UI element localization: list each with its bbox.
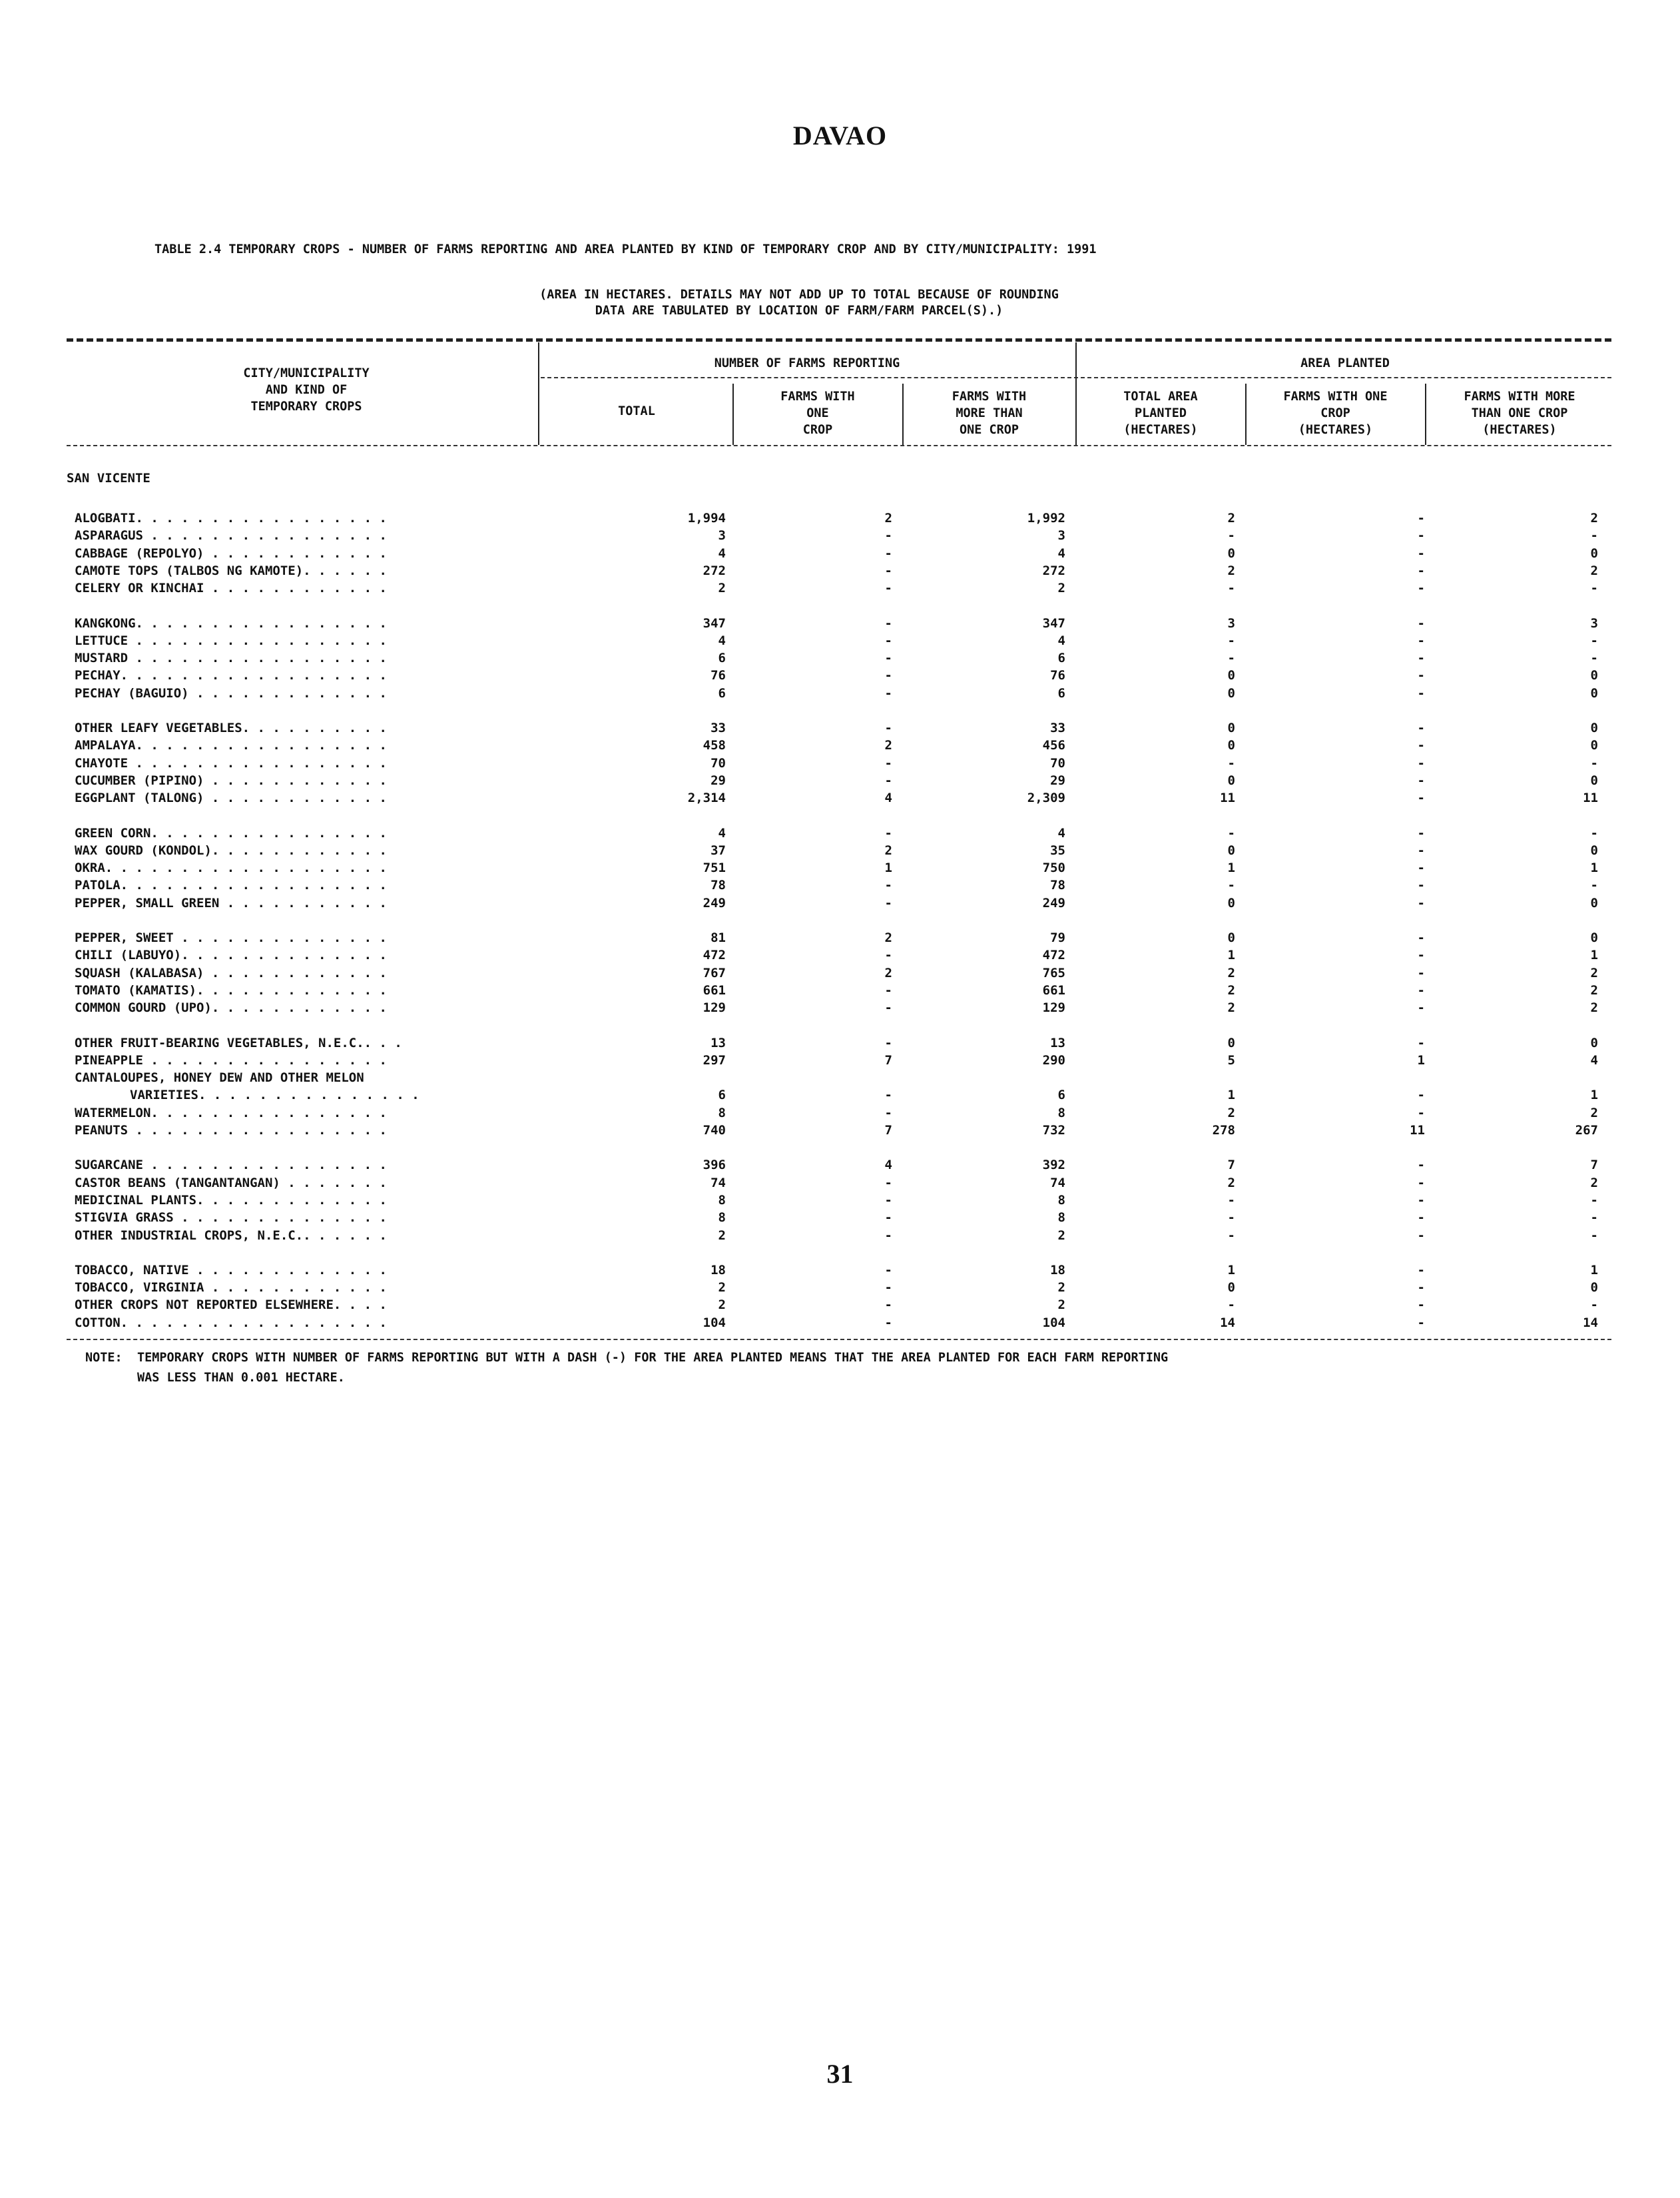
row-label: PATOLA. . . . . . . . . . . . . . . . . . (75, 878, 387, 893)
cell-total: 6 (718, 685, 726, 701)
cell-total: 6 (718, 651, 726, 666)
header-farms-reporting: NUMBER OF FARMS REPORTING (714, 356, 900, 370)
row-label: CAMOTE TOPS (TALBOS NG KAMOTE). . . . . . (75, 563, 387, 578)
cell-more: 29 (1050, 773, 1065, 788)
row-label: WAX GOURD (KONDOL). . . . . . . . . . . . (75, 843, 387, 858)
cell-total: 4 (718, 546, 726, 561)
cell-a-more: - (1590, 878, 1598, 893)
cell-a-more: 2 (1590, 1175, 1598, 1190)
province-heading: DAVAO (792, 121, 888, 151)
cell-a-one: - (1417, 511, 1425, 526)
cell-a-one: - (1417, 1175, 1425, 1190)
cell-one: - (884, 685, 892, 701)
row-label: CABBAGE (REPOLYO) . . . . . . . . . . . . (75, 546, 387, 561)
cell-total: 76 (710, 668, 726, 683)
header-area-one-crop: FARMS WITH ONE CROP (HECTARES) (1283, 390, 1388, 437)
cell-more: 2 (1057, 1280, 1065, 1295)
cell-total: 13 (710, 1035, 726, 1050)
cell-a-total: - (1227, 528, 1235, 544)
cell-a-one: - (1417, 1192, 1425, 1208)
cell-a-more: 0 (1590, 843, 1598, 858)
cell-a-more: 1 (1590, 861, 1598, 876)
cell-more: 70 (1050, 755, 1065, 771)
page-number: 31 (826, 2059, 854, 2089)
row-label: WATERMELON. . . . . . . . . . . . . . . . (75, 1105, 387, 1120)
cell-a-one: - (1417, 773, 1425, 788)
cell-total: 458 (702, 738, 726, 753)
row-label: TOBACCO, VIRGINIA . . . . . . . . . . . . (75, 1280, 387, 1295)
cell-more: 13 (1050, 1035, 1065, 1050)
cell-a-one: - (1417, 1088, 1425, 1103)
cell-a-one: - (1417, 1000, 1425, 1016)
cell-more: 2 (1057, 581, 1065, 596)
cell-a-more: 0 (1590, 930, 1598, 945)
cell-a-one: - (1417, 1105, 1425, 1120)
cell-total: 33 (710, 721, 726, 735)
row-label: MEDICINAL PLANTS. . . . . . . . . . . . . (75, 1192, 387, 1208)
row-label: CHAYOTE . . . . . . . . . . . . . . . . . (75, 755, 387, 771)
cell-total: 1,994 (687, 511, 726, 526)
cell-a-total: 3 (1227, 615, 1235, 631)
row-label: PEPPER, SMALL GREEN . . . . . . . . . . . (75, 895, 387, 911)
cell-one: 7 (884, 1052, 892, 1068)
cell-a-more: 1 (1590, 1262, 1598, 1278)
cell-a-one: - (1417, 861, 1425, 876)
cell-total: 272 (702, 563, 726, 578)
cell-total: 6 (718, 1088, 726, 1103)
cell-a-more: 2 (1590, 563, 1598, 578)
cell-a-more: 267 (1575, 1123, 1598, 1138)
cell-a-more: 0 (1590, 546, 1598, 561)
cell-a-total: 0 (1227, 930, 1235, 945)
cell-a-more: 3 (1590, 615, 1598, 631)
table-title: TABLE 2.4 TEMPORARY CROPS - NUMBER OF FARMS REPORTING AND AREA PLANTED BY KIND OF TEMPORARY CROP AND BY CITY/MUNICIPALITY: 1991 (154, 242, 1097, 256)
header-area-planted: AREA PLANTED (1300, 356, 1390, 370)
cell-a-more: - (1590, 651, 1598, 666)
cell-more: 33 (1050, 721, 1065, 735)
cell-total: 104 (702, 1315, 726, 1330)
cell-a-more: - (1590, 528, 1598, 544)
cell-more: 104 (1042, 1315, 1065, 1330)
cell-a-total: 0 (1227, 1035, 1235, 1050)
cell-a-one: - (1417, 1228, 1425, 1243)
cell-one: - (884, 546, 892, 561)
row-label: PECHAY. . . . . . . . . . . . . . . . . . (75, 668, 387, 683)
cell-a-one: - (1417, 878, 1425, 893)
cell-one: 4 (884, 791, 892, 806)
cell-a-total: 0 (1227, 773, 1235, 788)
cell-a-more: 0 (1590, 895, 1598, 911)
cell-a-total: - (1227, 825, 1235, 841)
cell-one: - (884, 825, 892, 841)
section-heading: SAN VICENTE (67, 471, 150, 486)
cell-a-total: 0 (1227, 1280, 1235, 1295)
cell-one: - (884, 581, 892, 596)
cell-total: 249 (702, 895, 726, 911)
cell-one: - (884, 1210, 892, 1226)
cell-more: 1,992 (1027, 511, 1065, 526)
cell-total: 8 (718, 1192, 726, 1208)
cell-a-total: 0 (1227, 721, 1235, 735)
row-label: STIGVIA GRASS . . . . . . . . . . . . . . (75, 1210, 387, 1226)
cell-a-more: 0 (1590, 668, 1598, 683)
cell-a-total: - (1227, 1192, 1235, 1208)
cell-one: - (884, 1000, 892, 1016)
cell-one: - (884, 1315, 892, 1330)
cell-a-total: 2 (1227, 1105, 1235, 1120)
cell-a-total: 0 (1227, 546, 1235, 561)
cell-total: 297 (702, 1052, 726, 1068)
cell-a-more: 0 (1590, 1035, 1598, 1050)
cell-a-more: 2 (1590, 965, 1598, 980)
cell-more: 18 (1050, 1262, 1065, 1278)
cell-one: - (884, 878, 892, 893)
cell-more: 732 (1042, 1123, 1065, 1138)
cell-total: 8 (718, 1210, 726, 1226)
cell-a-one: - (1417, 1158, 1425, 1173)
cell-a-total: 2 (1227, 511, 1235, 526)
cell-a-total: - (1227, 1228, 1235, 1243)
cell-total: 4 (718, 633, 726, 648)
cell-one: - (884, 755, 892, 771)
cell-one: - (884, 773, 892, 788)
cell-total: 70 (710, 755, 726, 771)
row-label: MUSTARD . . . . . . . . . . . . . . . . . (75, 651, 387, 666)
cell-a-one: - (1417, 930, 1425, 945)
row-label: SQUASH (KALABASA) . . . . . . . . . . . . (75, 965, 387, 980)
cell-more: 78 (1050, 878, 1065, 893)
cell-one: 4 (884, 1158, 892, 1173)
cell-a-total: - (1227, 755, 1235, 771)
cell-more: 35 (1050, 843, 1065, 858)
row-label: CASTOR BEANS (TANGANTANGAN) . . . . . . . (75, 1175, 387, 1190)
header-bottom-rule (67, 445, 1611, 446)
cell-a-more: 0 (1590, 721, 1598, 735)
cell-a-more: 0 (1590, 738, 1598, 753)
row-label: CELERY OR KINCHAI . . . . . . . . . . . . (75, 581, 387, 596)
cell-one: - (884, 895, 892, 911)
cell-one: - (884, 948, 892, 963)
cell-a-one: - (1417, 982, 1425, 998)
cell-a-total: 5 (1227, 1052, 1235, 1068)
cell-more: 74 (1050, 1175, 1065, 1190)
cell-one: - (884, 615, 892, 631)
cell-a-one: - (1417, 581, 1425, 596)
cell-a-more: - (1590, 825, 1598, 841)
cell-a-more: 2 (1590, 511, 1598, 526)
cell-a-total: - (1227, 878, 1235, 893)
cell-more: 4 (1057, 633, 1065, 648)
cell-a-total: 2 (1227, 563, 1235, 578)
cell-a-total: - (1227, 581, 1235, 596)
cell-total: 74 (710, 1175, 726, 1190)
row-label: PECHAY (BAGUIO) . . . . . . . . . . . . . (75, 685, 387, 701)
cell-more: 3 (1057, 528, 1065, 544)
cell-total: 2,314 (687, 791, 726, 806)
cell-more: 272 (1042, 563, 1065, 578)
cell-a-more: 7 (1590, 1158, 1598, 1173)
row-label: CANTALOUPES, HONEY DEW AND OTHER MELON (75, 1070, 364, 1086)
cell-a-total: - (1227, 1297, 1235, 1313)
cell-a-total: 2 (1227, 1175, 1235, 1190)
cell-more: 4 (1057, 546, 1065, 561)
cell-total: 3 (718, 528, 726, 544)
cell-total: 2 (718, 1228, 726, 1243)
cell-a-more: - (1590, 581, 1598, 596)
row-label: KANGKONG. . . . . . . . . . . . . . . . . (75, 615, 387, 631)
row-label: AMPALAYA. . . . . . . . . . . . . . . . . (75, 738, 387, 753)
cell-a-more: 0 (1590, 773, 1598, 788)
header-total: TOTAL (618, 404, 655, 418)
row-label: PINEAPPLE . . . . . . . . . . . . . . . . (75, 1052, 387, 1068)
cell-total: 2 (718, 1297, 726, 1313)
cell-a-one: - (1417, 668, 1425, 683)
cell-a-total: 7 (1227, 1158, 1235, 1173)
cell-one: 2 (884, 843, 892, 858)
header-divider-stub (538, 342, 539, 445)
cell-total: 78 (710, 878, 726, 893)
row-label: ASPARAGUS . . . . . . . . . . . . . . . . (75, 528, 387, 544)
header-farms-one-crop: FARMS WITH ONE CROP (780, 390, 855, 437)
cell-more: 661 (1042, 982, 1065, 998)
cell-a-total: 2 (1227, 1000, 1235, 1016)
cell-one: - (884, 1228, 892, 1243)
cell-a-one: - (1417, 721, 1425, 735)
cell-a-one: - (1417, 1210, 1425, 1226)
cell-more: 6 (1057, 1088, 1065, 1103)
cell-one: - (884, 651, 892, 666)
row-label: OTHER CROPS NOT REPORTED ELSEWHERE. . . . (75, 1297, 387, 1313)
row-label: OKRA. . . . . . . . . . . . . . . . . . . (75, 861, 387, 876)
cell-total: 347 (702, 615, 726, 631)
cell-a-total: 1 (1227, 948, 1235, 963)
header-farms-more-crop: FARMS WITH MORE THAN ONE CROP (952, 390, 1027, 437)
cell-total: 18 (710, 1262, 726, 1278)
cell-one: - (884, 1297, 892, 1313)
cell-total: 396 (702, 1158, 726, 1173)
cell-one: 2 (884, 511, 892, 526)
cell-a-one: - (1417, 1280, 1425, 1295)
cell-a-total: 2 (1227, 982, 1235, 998)
cell-a-total: 1 (1227, 1262, 1235, 1278)
table-note: NOTE: TEMPORARY CROPS WITH NUMBER OF FARMS REPORTING BUT WITH A DASH (-) FOR THE AREA PLANTED MEANS THAT THE AREA PLANTED FOR EACH FARM REPORTING WAS LESS THAN 0.001 HECTARE. (85, 1351, 1169, 1385)
table-subtitle-line1: (AREA IN HECTARES. DETAILS MAY NOT ADD UP TO TOTAL BECAUSE OF ROUNDING (539, 288, 1059, 302)
cell-more: 76 (1050, 668, 1065, 683)
cell-a-more: 2 (1590, 1105, 1598, 1120)
cell-total: 129 (702, 1000, 726, 1016)
cell-more: 392 (1042, 1158, 1065, 1173)
cell-more: 750 (1042, 861, 1065, 876)
row-label: TOBACCO, NATIVE . . . . . . . . . . . . . (75, 1262, 387, 1278)
cell-one: - (884, 563, 892, 578)
cell-a-more: - (1590, 755, 1598, 771)
cell-a-total: 1 (1227, 1088, 1235, 1103)
cell-a-more: - (1590, 1192, 1598, 1208)
row-label: TOMATO (KAMATIS). . . . . . . . . . . . . (75, 982, 387, 998)
cell-one: 1 (884, 861, 892, 876)
cell-more: 347 (1042, 615, 1065, 631)
cell-more: 6 (1057, 685, 1065, 701)
header-top-rule (67, 338, 1611, 342)
cell-a-total: 0 (1227, 685, 1235, 701)
cell-total: 81 (710, 930, 726, 945)
row-label: SUGARCANE . . . . . . . . . . . . . . . . (75, 1158, 387, 1173)
cell-one: 2 (884, 965, 892, 980)
table-subtitle-line2: DATA ARE TABULATED BY LOCATION OF FARM/FARM PARCEL(S).) (595, 304, 1003, 318)
cell-one: - (884, 1262, 892, 1278)
cell-a-total: 278 (1212, 1123, 1235, 1138)
cell-a-one: - (1417, 546, 1425, 561)
row-label: LETTUCE . . . . . . . . . . . . . . . . . (75, 633, 387, 648)
cell-a-one: 11 (1410, 1123, 1425, 1138)
cell-a-more: 1 (1590, 948, 1598, 963)
cell-total: 2 (718, 1280, 726, 1295)
row-label: PEANUTS . . . . . . . . . . . . . . . . . (75, 1123, 387, 1138)
cell-a-total: 0 (1227, 843, 1235, 858)
cell-a-one: - (1417, 651, 1425, 666)
cell-a-one: - (1417, 563, 1425, 578)
cell-more: 8 (1057, 1192, 1065, 1208)
cell-one: - (884, 1175, 892, 1190)
cell-total: 472 (702, 948, 726, 963)
cell-total: 740 (702, 1123, 726, 1138)
cell-one: - (884, 528, 892, 544)
cell-one: - (884, 633, 892, 648)
cell-total: 4 (718, 825, 726, 841)
cell-a-one: - (1417, 791, 1425, 806)
cell-a-more: 14 (1583, 1315, 1598, 1330)
cell-one: 2 (884, 930, 892, 945)
row-label: OTHER INDUSTRIAL CROPS, N.E.C.. . . . . . (75, 1228, 387, 1243)
cell-more: 79 (1050, 930, 1065, 945)
cell-one: - (884, 1192, 892, 1208)
cell-a-total: - (1227, 651, 1235, 666)
cell-a-one: - (1417, 528, 1425, 544)
row-label: OTHER LEAFY VEGETABLES. . . . . . . . . . (75, 721, 387, 735)
cell-more: 8 (1057, 1210, 1065, 1226)
cell-more: 456 (1042, 738, 1065, 753)
cell-a-one: - (1417, 1262, 1425, 1278)
row-label: EGGPLANT (TALONG) . . . . . . . . . . . . (75, 791, 387, 806)
cell-more: 8 (1057, 1105, 1065, 1120)
cell-a-one: - (1417, 948, 1425, 963)
row-label: COTTON. . . . . . . . . . . . . . . . . . (75, 1315, 387, 1330)
cell-a-more: - (1590, 1210, 1598, 1226)
cell-more: 765 (1042, 965, 1065, 980)
cell-one: - (884, 1280, 892, 1295)
cell-a-more: 2 (1590, 1000, 1598, 1016)
cell-a-total: 0 (1227, 668, 1235, 683)
cell-one: - (884, 982, 892, 998)
cell-total: 751 (702, 861, 726, 876)
cell-a-total: 1 (1227, 861, 1235, 876)
row-label: OTHER FRUIT-BEARING VEGETABLES, N.E.C.. . . (75, 1035, 402, 1050)
cell-a-one: - (1417, 895, 1425, 911)
cell-a-total: 2 (1227, 965, 1235, 980)
cell-more: 2 (1057, 1228, 1065, 1243)
row-label: GREEN CORN. . . . . . . . . . . . . . . . (75, 825, 387, 841)
row-label: PEPPER, SWEET . . . . . . . . . . . . . . (75, 930, 387, 945)
row-label: COMMON GOURD (UPO). . . . . . . . . . . . (75, 1000, 387, 1016)
cell-a-more: 0 (1590, 685, 1598, 701)
cell-more: 290 (1042, 1052, 1065, 1068)
row-label: CHILI (LABUYO). . . . . . . . . . . . . . (75, 948, 387, 963)
row-label: CUCUMBER (PIPINO) . . . . . . . . . . . . (75, 773, 387, 788)
cell-total: 767 (702, 965, 726, 980)
cell-one: - (884, 1035, 892, 1050)
cell-more: 4 (1057, 825, 1065, 841)
row-label: VARIETIES. . . . . . . . . . . . . . . (130, 1088, 420, 1103)
header-total-area: TOTAL AREA PLANTED (HECTARES) (1123, 390, 1198, 437)
cell-a-one: - (1417, 1297, 1425, 1313)
cell-one: - (884, 1105, 892, 1120)
cell-a-one: - (1417, 825, 1425, 841)
cell-one: - (884, 1088, 892, 1103)
cell-one: - (884, 668, 892, 683)
cell-a-more: 4 (1590, 1052, 1598, 1068)
cell-a-one: - (1417, 1035, 1425, 1050)
cell-a-total: - (1227, 1210, 1235, 1226)
cell-a-total: 0 (1227, 738, 1235, 753)
cell-one: 2 (884, 738, 892, 753)
row-label: ALOGBATI. . . . . . . . . . . . . . . . . (75, 511, 387, 526)
cell-a-more: 1 (1590, 1088, 1598, 1103)
cell-total: 29 (710, 773, 726, 788)
cell-total: 661 (702, 982, 726, 998)
cell-a-total: 14 (1220, 1315, 1235, 1330)
cell-a-more: 0 (1590, 1280, 1598, 1295)
cell-a-one: - (1417, 755, 1425, 771)
cell-a-one: - (1417, 1315, 1425, 1330)
cell-a-more: 2 (1590, 982, 1598, 998)
cell-total: 8 (718, 1105, 726, 1120)
header-area-more-crop: FARMS WITH MORE THAN ONE CROP (HECTARES) (1464, 390, 1575, 437)
cell-a-one: - (1417, 965, 1425, 980)
cell-a-one: - (1417, 738, 1425, 753)
cell-total: 37 (710, 843, 726, 858)
cell-a-more: - (1590, 1297, 1598, 1313)
cell-more: 129 (1042, 1000, 1065, 1016)
cell-more: 6 (1057, 651, 1065, 666)
cell-more: 472 (1042, 948, 1065, 963)
cell-a-more: - (1590, 1228, 1598, 1243)
cell-more: 249 (1042, 895, 1065, 911)
header-stub: CITY/MUNICIPALITY AND KIND OF TEMPORARY CROPS (243, 366, 370, 414)
cell-a-one: - (1417, 615, 1425, 631)
cell-one: - (884, 721, 892, 735)
cell-a-more: - (1590, 633, 1598, 648)
cell-more: 2 (1057, 1297, 1065, 1313)
table-end-rule (67, 1339, 1611, 1340)
cell-a-more: 11 (1583, 791, 1598, 806)
cell-more: 2,309 (1027, 791, 1065, 806)
cell-a-one: - (1417, 633, 1425, 648)
cell-a-total: - (1227, 633, 1235, 648)
cell-a-one: 1 (1417, 1052, 1425, 1068)
cell-a-total: 0 (1227, 895, 1235, 911)
cell-total: 2 (718, 581, 726, 596)
cell-a-total: 11 (1220, 791, 1235, 806)
cell-a-one: - (1417, 685, 1425, 701)
cell-one: 7 (884, 1123, 892, 1138)
cell-a-one: - (1417, 843, 1425, 858)
